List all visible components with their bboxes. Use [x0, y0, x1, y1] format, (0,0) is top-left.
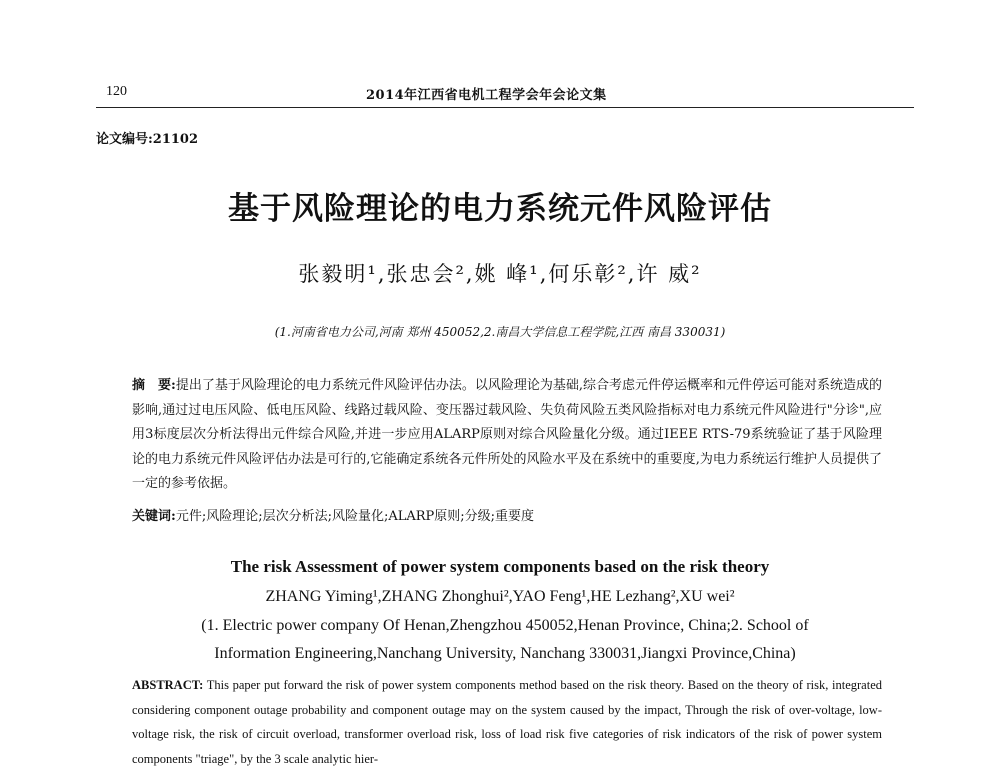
affiliation-cn: (1.河南省电力公司,河南 郑州 450052,2.南昌大学信息工程学院,江西 南昌 330031) — [274, 325, 726, 339]
page-number: 120 — [106, 84, 127, 99]
paper-id: 论文编号:21102 — [96, 132, 199, 147]
proceedings-title: 2014年江西省电机工程学会年会论文集 — [366, 88, 607, 103]
authors-en: ZHANG Yiming¹,ZHANG Zhonghui²,YAO Feng¹,HE Lezhang²,XU wei² — [265, 588, 735, 605]
keywords-cn — [132, 505, 882, 524]
abstract-cn-text: 提出了基于风险理论的电力系统元件风险评估办法。以风险理论为基础,综合考虑元件停运概率和元件停运可能对系统造成的影响,通过过电压风险、低电压风险、线路过载风险、变压器过载风险、失负荷风险五类风险指标对电力系统元件风险进行"分诊",应用3标度层次分析法得出元件综合风险,并进一步应用ALARP原则对综合风险量化分级。通过IEEE RTS-79系统验证了基于风险理论的电力系统元件风险评估办法是可行的,它能确定系统各元件所处的风险水平及在系统中的重要度,为电力系统运行维护人员提供了一定的参考依据。 — [132, 378, 882, 492]
title-en: The risk Assessment of power system components based on the risk theory — [230, 557, 770, 576]
header-divider — [96, 107, 914, 108]
abstract-en-label: ABSTRACT: — [132, 678, 204, 692]
authors-cn: 张毅明¹,张忠会²,姚 峰¹,何乐彰²,许 威² — [298, 262, 702, 286]
abstract-en-text: This paper put forward the risk of power system components method based on the risk theory. Based on the theory of risk, integrated considering component outage probability and component outage may on the system caused by the impact, Through the risk of over-voltage, low-voltage risk, the risk of circuit overload, transformer overload risk, loss of load risk five categories of risk indicators of the risk of power system components "triage", by the 3 scale analytic hier- — [132, 678, 882, 766]
page-header — [96, 80, 914, 108]
keywords-cn-label: 关键词: — [132, 509, 176, 524]
title-cn: 基于风险理论的电力系统元件风险评估 — [228, 191, 772, 227]
abstract-en — [132, 673, 882, 771]
affiliation-en: (1. Electric power company Of Henan,Zhengzhou 450052,Henan Province, China;2. School of Information Engineering,Nanchang University, Nanchang 330031,Jiangxi Province,China) — [201, 617, 809, 662]
abstract-cn — [132, 374, 882, 497]
abstract-cn-label: 摘 要: — [132, 378, 176, 393]
keywords-cn-text: 元件;风险理论;层次分析法;风险量化;ALARP原则;分级;重要度 — [175, 509, 535, 524]
